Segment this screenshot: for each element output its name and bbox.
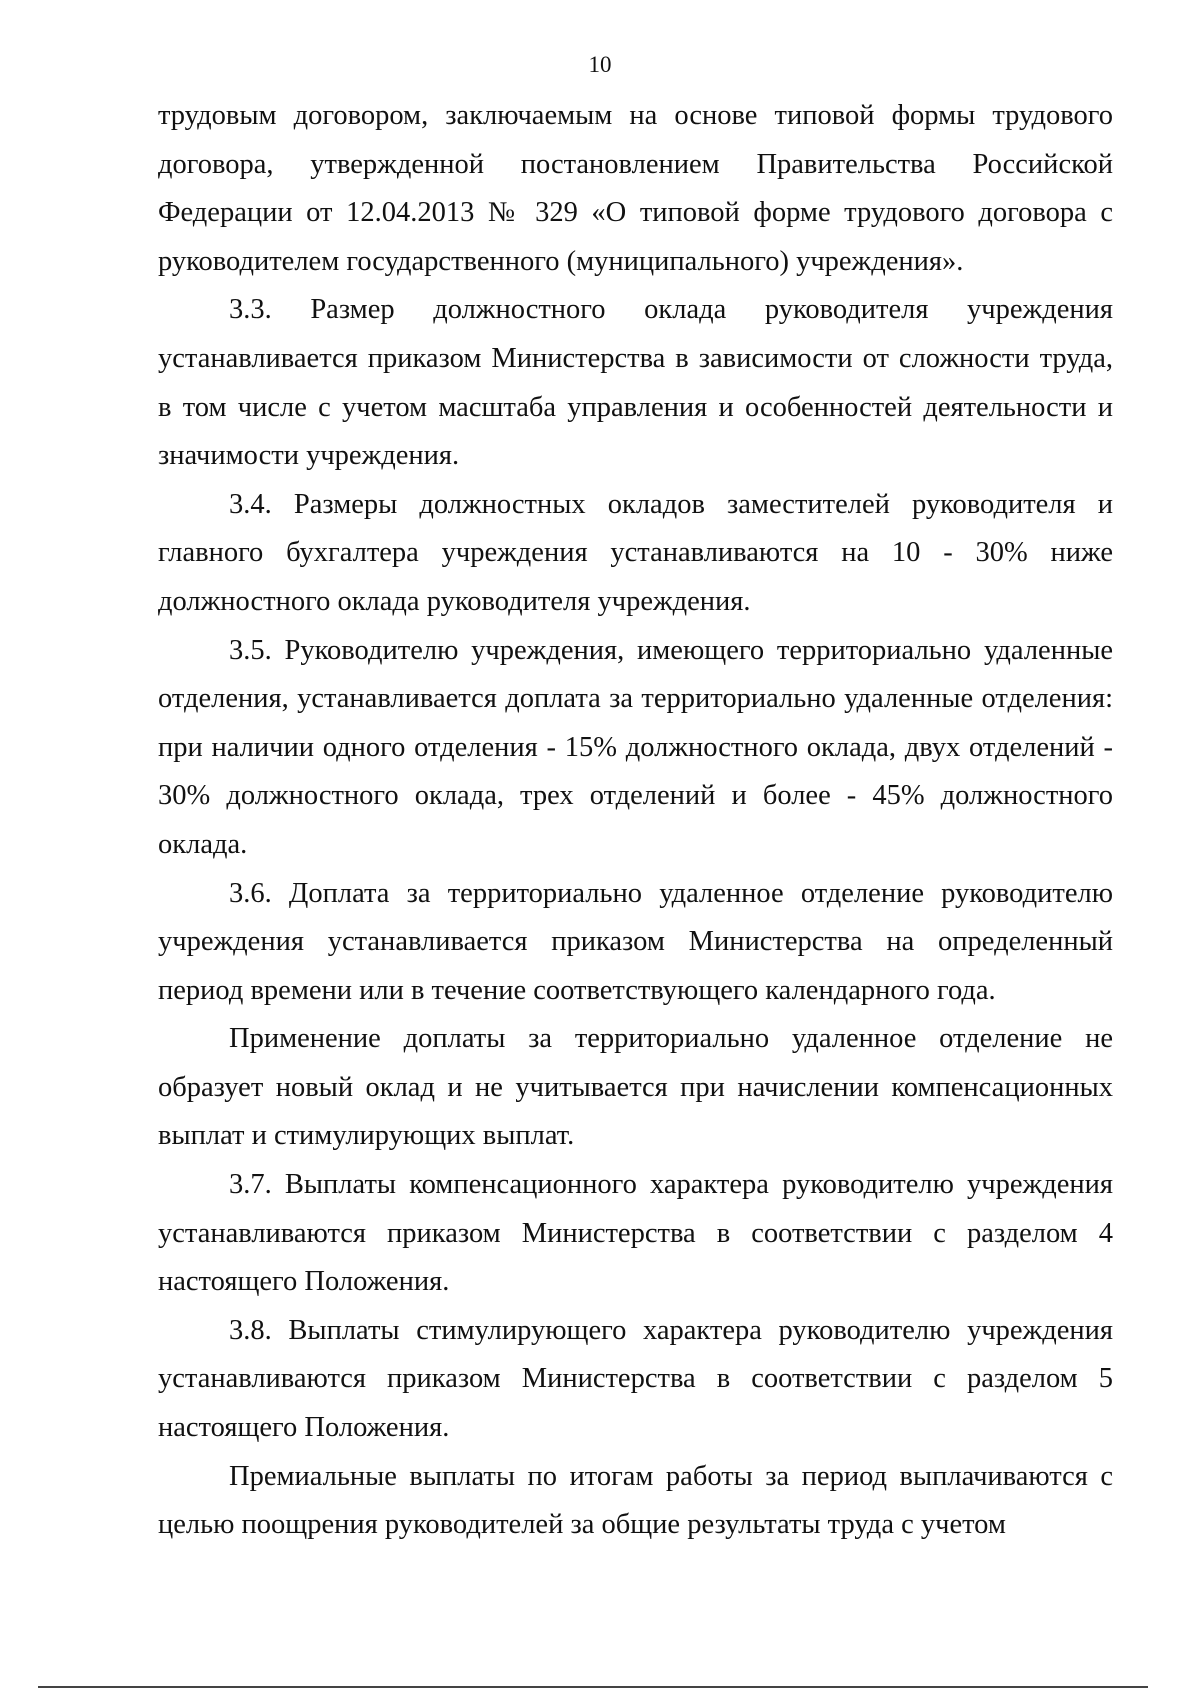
page-number: 10 <box>588 52 612 77</box>
document-body <box>158 92 1113 1550</box>
paragraph-3-6-application: Применение доплаты за территориально удаленное отделение не образует новый оклад и не учитывается при начислении компенсационных выплат и стимулирующих выплат. <box>158 1023 1113 1152</box>
paragraph-3-5: 3.5. Руководителю учреждения, имеющего территориально удаленные отделения, устанавливается доплата за территориально удаленные отделения: при наличии одного отделения - 15% должностного оклада, двух отделений - 30% должностного оклада, трех отделений и более - 45% должностного оклада. <box>158 634 1113 860</box>
paragraph-3-6: 3.6. Доплата за территориально удаленное отделение руководителю учреждения устанавливается приказом Министерства на определенный период времени или в течение соответствующего календарного года. <box>158 877 1113 1006</box>
paragraph-3-7: 3.7. Выплаты компенсационного характера руководителю учреждения устанавливаются приказом Министерства в соответствии с разделом 4 настоящего Положения. <box>158 1169 1113 1298</box>
paragraph-continuation: трудовым договором, заключаемым на основе типовой формы трудового договора, утвержденной постановлением Правительства Российской Федерации от 12.04.2013 № 329 «О типовой форме трудового договора с руководителем государственного (муниципального) учреждения». <box>158 100 1113 277</box>
paragraph-3-8: 3.8. Выплаты стимулирующего характера руководителю учреждения устанавливаются приказом Министерства в соответствии с разделом 5 настоящего Положения. <box>158 1314 1113 1444</box>
paragraph-3-4: 3.4. Размеры должностных окладов заместителей руководителя и главного бухгалтера учреждения устанавливаются на 10 - 30% ниже должностного оклада руководителя учреждения. <box>158 488 1113 617</box>
paragraph-3-8-bonus: Премиальные выплаты по итогам работы за период выплачиваются с целью поощрения руководителей за общие результаты труда с учетом <box>158 1460 1113 1541</box>
bottom-scan-edge-line <box>38 1686 1148 1688</box>
paragraph-3-3: 3.3. Размер должностного оклада руководителя учреждения устанавливается приказом Министерства в зависимости от сложности труда, в том числе с учетом масштаба управления и особенностей деятельности и значимости учреждения. <box>158 294 1113 472</box>
